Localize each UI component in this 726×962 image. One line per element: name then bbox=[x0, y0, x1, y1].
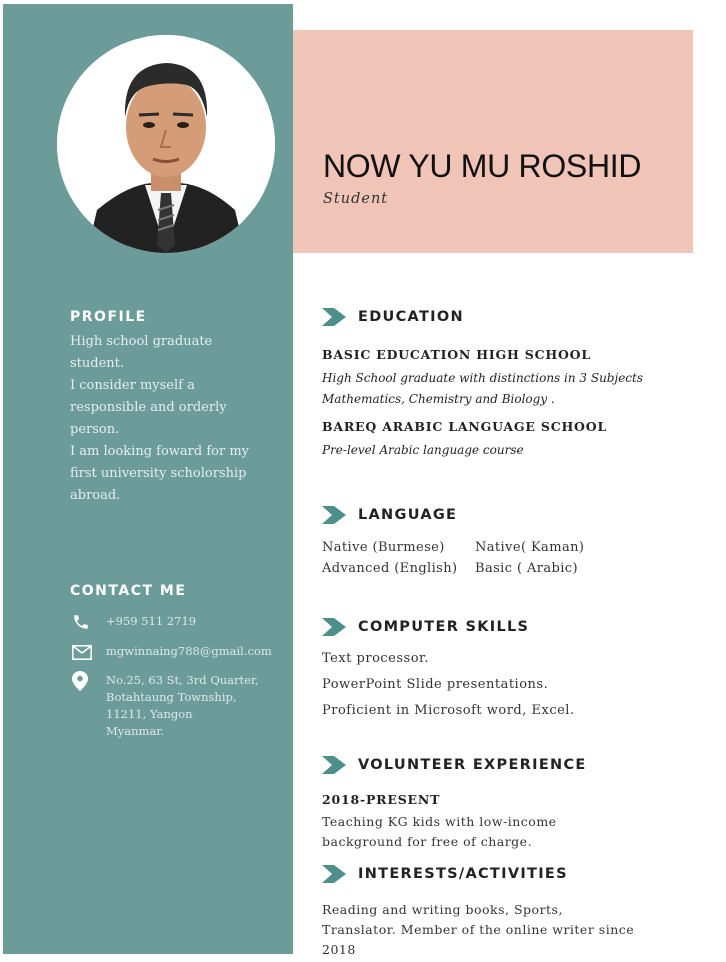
address bbox=[106, 672, 259, 740]
phone-number[interactable]: +959 511 2719 bbox=[106, 614, 197, 628]
volunteer-line: Teaching KG kids with low-income bbox=[322, 814, 557, 829]
education-detail bbox=[322, 368, 643, 410]
education-title: BAREQ ARABIC LANGUAGE SCHOOL bbox=[322, 419, 608, 434]
profile-heading: PROFILE bbox=[70, 309, 147, 325]
language-item: Native( Kaman) bbox=[475, 540, 585, 555]
chevron-right-icon bbox=[322, 756, 346, 774]
computer-skills-heading: COMPUTER SKILLS bbox=[358, 619, 530, 635]
education-line: Pre-level Arabic language course bbox=[322, 443, 524, 457]
skill-item: PowerPoint Slide presentations. bbox=[322, 677, 549, 692]
profile-text bbox=[70, 331, 275, 507]
envelope-icon bbox=[72, 643, 94, 661]
contact-phone bbox=[72, 613, 196, 631]
profile-line: first university scholorship bbox=[70, 466, 247, 481]
skill-item: Proficient in Microsoft word, Excel. bbox=[322, 703, 575, 718]
interests-detail bbox=[322, 900, 634, 960]
language-section-header bbox=[322, 506, 457, 524]
chevron-right-icon bbox=[322, 308, 346, 326]
address-line: Botahtaung Township, bbox=[106, 690, 237, 704]
education-detail bbox=[322, 440, 524, 461]
education-line: Mathematics, Chemistry and Biology . bbox=[322, 392, 555, 406]
interests-line: Translator. Member of the online writer since bbox=[322, 922, 635, 937]
interests-section-header bbox=[322, 865, 568, 883]
chevron-right-icon bbox=[322, 618, 346, 636]
interests-heading: INTERESTS/ACTIVITIES bbox=[358, 866, 568, 882]
language-item: Basic ( Arabic) bbox=[475, 561, 578, 576]
profile-line: High school graduate bbox=[70, 334, 213, 349]
contact-email bbox=[72, 643, 272, 661]
candidate-name: NOW YU MU ROSHID bbox=[323, 148, 642, 184]
profile-line: student. bbox=[70, 356, 125, 371]
volunteer-detail bbox=[322, 812, 557, 852]
profile-line: responsible and orderly bbox=[70, 400, 227, 415]
contact-heading: CONTACT ME bbox=[70, 583, 187, 599]
language-heading: LANGUAGE bbox=[358, 507, 458, 523]
phone-icon bbox=[72, 613, 94, 631]
profile-line: I am looking foward for my bbox=[70, 444, 249, 459]
map-pin-icon bbox=[72, 672, 94, 690]
volunteer-period: 2018-PRESENT bbox=[322, 792, 441, 807]
address-line: 11211, Yangon bbox=[106, 707, 193, 721]
language-item: Advanced (English) bbox=[322, 561, 458, 576]
chevron-right-icon bbox=[322, 506, 346, 524]
education-section-header bbox=[322, 308, 464, 326]
profile-line: person. bbox=[70, 422, 120, 437]
address-line: No.25, 63 St, 3rd Quarter, bbox=[106, 673, 259, 687]
profile-line: I consider myself a bbox=[70, 378, 195, 393]
volunteer-line: background for free of charge. bbox=[322, 834, 533, 849]
education-heading: EDUCATION bbox=[358, 309, 464, 325]
chevron-right-icon bbox=[322, 865, 346, 883]
candidate-role: Student bbox=[323, 191, 389, 207]
contact-address bbox=[72, 672, 259, 740]
interests-line: 2018 bbox=[322, 942, 356, 957]
language-item: Native (Burmese) bbox=[322, 540, 445, 555]
volunteer-section-header bbox=[322, 756, 587, 774]
profile-line: abroad. bbox=[70, 488, 121, 503]
language-list bbox=[322, 540, 584, 576]
education-line: High School graduate with distinctions in 3 Subjects bbox=[322, 371, 644, 385]
interests-line: Reading and writing books, Sports, bbox=[322, 902, 563, 917]
education-title: BASIC EDUCATION HIGH SCHOOL bbox=[322, 347, 591, 362]
profile-photo bbox=[57, 35, 275, 253]
volunteer-heading: VOLUNTEER EXPERIENCE bbox=[358, 757, 587, 773]
skill-item: Text processor. bbox=[322, 651, 429, 666]
header-band bbox=[293, 30, 693, 253]
computer-skills-section-header bbox=[322, 618, 529, 636]
email-address[interactable]: mgwinnaing788@gmail.com bbox=[106, 644, 272, 658]
address-line: Myanmar. bbox=[106, 724, 165, 738]
